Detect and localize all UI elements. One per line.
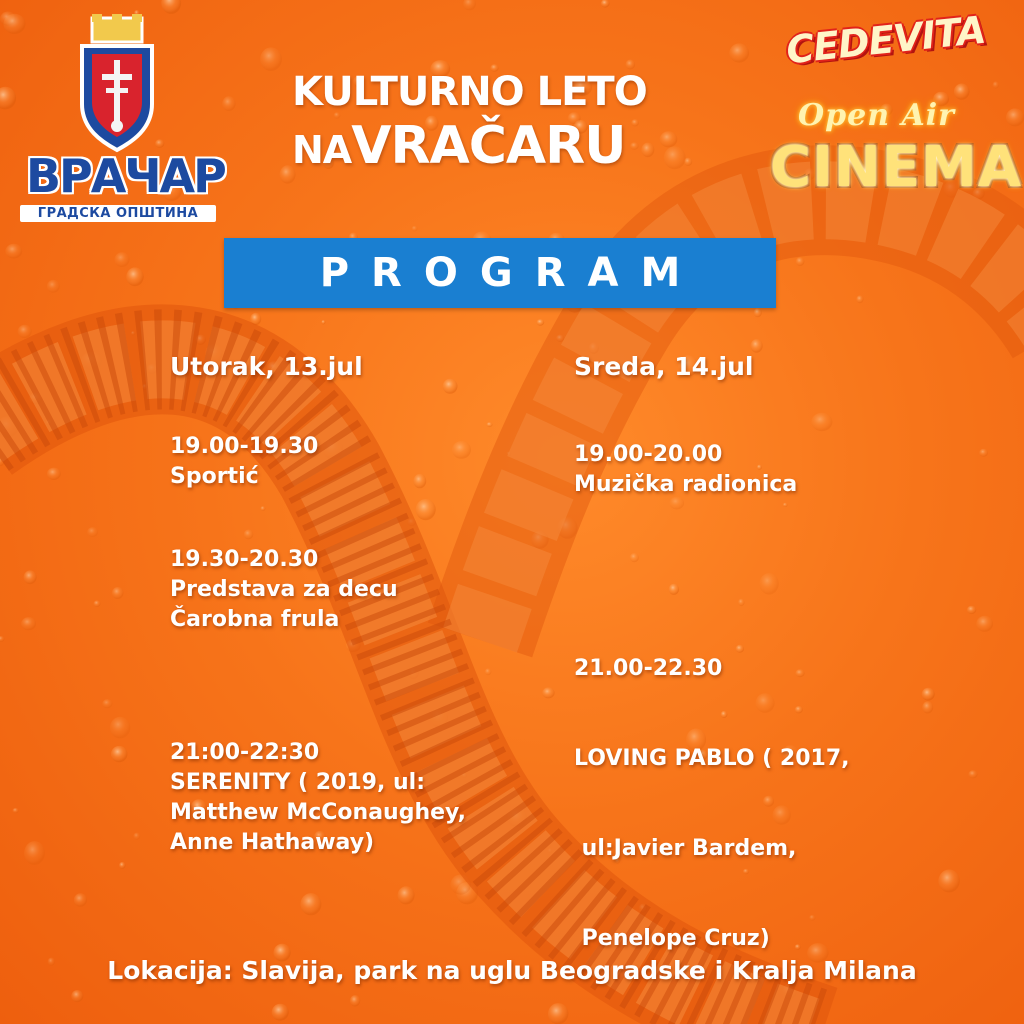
water-drop bbox=[126, 267, 143, 286]
title-main: VRAČARU bbox=[351, 116, 626, 176]
title-line-2 bbox=[292, 116, 712, 188]
water-drop bbox=[0, 87, 16, 110]
title-line-1: KULTURNO LETO bbox=[292, 69, 647, 115]
program-label: PROGRAM bbox=[319, 250, 703, 296]
water-drop bbox=[13, 808, 19, 813]
water-drop bbox=[548, 1003, 568, 1024]
water-drop bbox=[537, 319, 545, 326]
water-drop bbox=[811, 413, 832, 431]
cinema-logo: CINEMA bbox=[770, 135, 1023, 200]
water-drop bbox=[71, 990, 83, 1002]
water-drop bbox=[922, 701, 933, 713]
day1-heading: Utorak, 13.jul bbox=[170, 352, 363, 381]
day2-event1 bbox=[574, 440, 797, 500]
water-drop bbox=[222, 96, 235, 111]
water-drop bbox=[260, 47, 282, 71]
water-drop bbox=[630, 553, 639, 562]
day1-event2 bbox=[170, 545, 398, 635]
water-drop bbox=[412, 226, 418, 232]
water-drop bbox=[0, 636, 4, 642]
water-drop bbox=[783, 503, 788, 507]
water-drop bbox=[272, 1004, 289, 1021]
water-drop bbox=[487, 422, 493, 427]
water-drop bbox=[47, 468, 61, 480]
event-cast-line-1: ul:Javier Bardem, bbox=[574, 836, 797, 861]
water-drop bbox=[87, 527, 98, 537]
location-text: Lokacija: Slavija, park na uglu Beogradske i Kralja Milana bbox=[107, 956, 917, 985]
event-time: 21.00-22.30 bbox=[574, 656, 723, 681]
water-drop bbox=[760, 573, 779, 595]
water-drop bbox=[244, 530, 254, 540]
water-drop bbox=[110, 717, 130, 739]
water-drop bbox=[976, 616, 993, 632]
water-drop bbox=[856, 295, 863, 303]
water-drop bbox=[979, 449, 988, 457]
event-time: 19.00-20.00 bbox=[574, 442, 723, 467]
water-drop bbox=[416, 499, 436, 520]
water-drop bbox=[300, 893, 321, 915]
water-drop bbox=[115, 252, 130, 267]
logo-wordmark: ВРАЧАР bbox=[26, 149, 225, 203]
water-drop bbox=[954, 84, 970, 100]
event-title: SERENITY ( 2019, ul: bbox=[170, 770, 425, 795]
day2-event2 bbox=[574, 594, 849, 1014]
event-title: Sportić bbox=[170, 464, 259, 489]
day1-event3 bbox=[170, 738, 466, 858]
water-drop bbox=[94, 600, 101, 607]
water-drop bbox=[21, 617, 36, 630]
water-drop bbox=[413, 474, 426, 488]
water-drop bbox=[729, 43, 749, 62]
event-cast-line-2: Penelope Cruz) bbox=[574, 926, 770, 951]
water-drop bbox=[47, 280, 60, 293]
water-drop bbox=[452, 441, 471, 459]
water-drop bbox=[350, 995, 360, 1006]
water-drop bbox=[754, 308, 762, 317]
event-title: Predstava za decu bbox=[170, 577, 398, 602]
water-drop bbox=[443, 379, 458, 394]
water-drop bbox=[18, 325, 32, 338]
water-drop bbox=[601, 0, 610, 8]
water-drop bbox=[321, 320, 325, 324]
water-drop bbox=[796, 257, 805, 266]
vracar-coat-of-arms-icon bbox=[72, 14, 162, 154]
water-drop bbox=[102, 699, 112, 708]
logo-subtitle: ГРАДСКА ОПШТИНА bbox=[20, 205, 216, 222]
water-drop bbox=[993, 81, 1000, 88]
water-drop bbox=[5, 244, 22, 259]
event-time: 19.00-19.30 bbox=[170, 434, 319, 459]
water-drop bbox=[112, 587, 124, 599]
water-drop bbox=[4, 14, 26, 34]
water-drop bbox=[751, 339, 763, 353]
event-cast-line-2: Anne Hathaway) bbox=[170, 830, 375, 855]
water-drop bbox=[938, 870, 959, 893]
page-title bbox=[292, 68, 712, 188]
water-drop bbox=[922, 688, 935, 701]
day1-event1 bbox=[170, 432, 318, 492]
water-drop bbox=[161, 0, 181, 14]
event-title: LOVING PABLO ( 2017, bbox=[574, 746, 850, 771]
event-cast-line-1: Matthew McConaughey, bbox=[170, 800, 467, 825]
event-title: Muzička radionica bbox=[574, 472, 798, 497]
water-drop bbox=[133, 833, 140, 840]
water-drop bbox=[398, 886, 415, 904]
day2-heading: Sreda, 14.jul bbox=[574, 352, 754, 381]
event-subtitle: Čarobna frula bbox=[170, 607, 340, 632]
event-time: 19.30-20.30 bbox=[170, 547, 319, 572]
water-drop bbox=[24, 841, 45, 865]
water-drop bbox=[967, 606, 976, 614]
water-drop bbox=[111, 746, 127, 762]
water-drop bbox=[1006, 108, 1024, 126]
water-drop bbox=[119, 862, 125, 869]
cedevita-logo: CEDEVITA bbox=[784, 7, 988, 73]
program-banner bbox=[224, 238, 776, 308]
water-drop bbox=[968, 770, 977, 778]
water-drop bbox=[74, 893, 87, 906]
water-drop bbox=[542, 687, 554, 698]
water-drop bbox=[260, 506, 265, 511]
water-drop bbox=[24, 570, 37, 584]
event-time: 21:00-22:30 bbox=[170, 740, 320, 765]
open-air-logo: Open Air bbox=[798, 98, 955, 133]
water-drop bbox=[463, 0, 476, 10]
water-drop bbox=[485, 668, 492, 675]
title-prefix: NA bbox=[292, 128, 352, 172]
